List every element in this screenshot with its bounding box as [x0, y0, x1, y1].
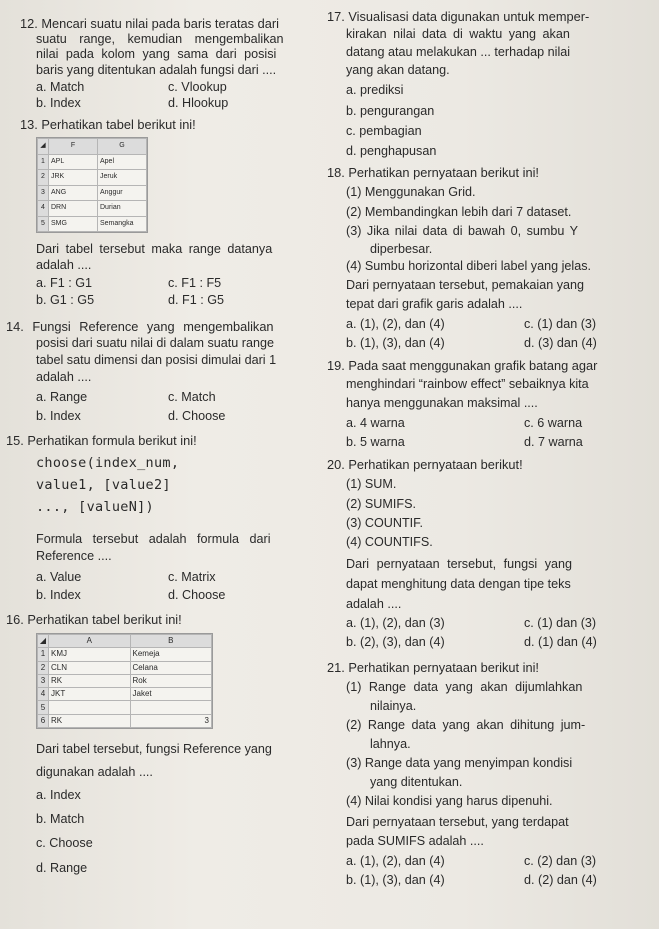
q19-line-2: menghindari “rainbow effect” sebaiknya kita: [346, 377, 589, 391]
q18-line-2: Dari pernyataan tersebut, pemakaian yang: [346, 278, 585, 292]
q18-option-c: c. (1) dan (3): [524, 317, 597, 331]
q12-option-b: b. Index: [36, 96, 81, 110]
q15-line-1: 15. Perhatikan formula berikut ini!: [6, 433, 197, 448]
q13-line-3: adalah ....: [36, 258, 92, 272]
q15-option-b: b. Index: [36, 588, 81, 602]
q18-item-1: (1) Menggunakan Grid.: [346, 185, 476, 199]
q19-line-1: 19. Pada saat menggunakan grafik batang agar: [327, 358, 598, 373]
q14-line-4: adalah ....: [36, 370, 92, 384]
q12-line-1: 12. Mencari suatu nilai pada baris teratas dari: [20, 16, 279, 31]
q13-option-b: b. G1 : G5: [36, 293, 95, 307]
q12-option-c: c. Vlookup: [168, 80, 227, 94]
q19-option-d: d. 7 warna: [524, 435, 583, 449]
q19-option-c: c. 6 warna: [524, 416, 583, 430]
q16-option-b: b. Match: [36, 812, 85, 826]
q17-option-a: a. prediksi: [346, 83, 404, 97]
q18-item-3-cont: diperbesar.: [370, 242, 433, 256]
q18-option-a: a. (1), (2), dan (4): [346, 317, 445, 331]
q16-option-a: a. Index: [36, 788, 81, 802]
q13-spreadsheet-table: ◢ F G 1 APL Apel 2 JRK Jeruk 3 ANG Anggur 4 DRN Durian 5 SMG Semangka: [36, 137, 148, 233]
q14-line-3: tabel satu dimensi dan posisi dimulai dari 1: [36, 353, 277, 367]
q20-item-2: (2) SUMIFS.: [346, 497, 416, 511]
q20-option-b: b. (2), (3), dan (4): [346, 635, 445, 649]
q21-item-2-cont: lahnya.: [370, 737, 411, 751]
q16-option-c: c. Choose: [36, 836, 93, 850]
q12-line-4: baris yang ditentukan adalah fungsi dari ....: [36, 63, 277, 77]
q21-option-b: b. (1), (3), dan (4): [346, 873, 445, 887]
q18-option-b: b. (1), (3), dan (4): [346, 336, 445, 350]
q17-option-b: b. pengurangan: [346, 104, 435, 118]
q18-line-1: 18. Perhatikan pernyataan berikut ini!: [327, 165, 539, 180]
q14-option-d: d. Choose: [168, 409, 226, 423]
q20-item-1: (1) SUM.: [346, 477, 397, 491]
q18-item-2: (2) Membandingkan lebih dari 7 dataset.: [346, 205, 572, 219]
q15-line-2: Formula tersebut adalah formula dari: [36, 532, 271, 546]
q21-line-2: Dari pernyataan tersebut, yang terdapat: [346, 815, 569, 829]
q13-line-1: 13. Perhatikan tabel berikut ini!: [20, 117, 196, 132]
q15-formula-line-1: choose(index_num,: [36, 455, 180, 471]
q21-item-2: (2) Range data yang akan dihitung jum-: [346, 718, 586, 732]
q20-item-4: (4) COUNTIFS.: [346, 535, 433, 549]
q20-line-1: 20. Perhatikan pernyataan berikut!: [327, 457, 523, 472]
q19-option-a: a. 4 warna: [346, 416, 405, 430]
q16-option-d: d. Range: [36, 861, 88, 875]
q17-line-1: 17. Visualisasi data digunakan untuk memper-: [327, 9, 590, 24]
q17-line-4: yang akan datang.: [346, 63, 450, 77]
q20-line-3: dapat menghitung data dengan tipe teks: [346, 577, 571, 591]
q14-option-b: b. Index: [36, 409, 81, 423]
q15-option-c: c. Matrix: [168, 570, 216, 584]
q21-item-4: (4) Nilai kondisi yang harus dipenuhi.: [346, 794, 553, 808]
q17-option-d: d. penghapusan: [346, 144, 437, 158]
q12-option-d: d. Hlookup: [168, 96, 229, 110]
q19-line-3: hanya menggunakan maksimal ....: [346, 396, 538, 410]
q14-line-2: posisi dari suatu nilai di dalam suatu range: [36, 336, 275, 350]
q20-option-c: c. (1) dan (3): [524, 616, 597, 630]
q18-item-4: (4) Sumbu horizontal diberi label yang jelas.: [346, 259, 592, 273]
q17-option-c: c. pembagian: [346, 124, 422, 138]
q12-line-3: nilai pada kolom yang sama dari posisi: [36, 47, 277, 61]
q21-item-1-cont: nilainya.: [370, 699, 417, 713]
q19-option-b: b. 5 warna: [346, 435, 405, 449]
q15-option-d: d. Choose: [168, 588, 226, 602]
q17-line-2: kirakan nilai data di waktu yang akan: [346, 27, 570, 41]
q15-formula-line-3: ..., [valueN]): [36, 499, 154, 515]
q13-option-a: a. F1 : G1: [36, 276, 92, 290]
q20-item-3: (3) COUNTIF.: [346, 516, 423, 530]
q20-line-2: Dari pernyataan tersebut, fungsi yang: [346, 557, 573, 571]
q14-option-c: c. Match: [168, 390, 216, 404]
q13-option-d: d. F1 : G5: [168, 293, 224, 307]
q21-item-3: (3) Range data yang menyimpan kondisi: [346, 756, 573, 770]
q21-option-d: d. (2) dan (4): [524, 873, 597, 887]
q18-line-3: tepat dari grafik garis adalah ....: [346, 297, 523, 311]
q21-option-c: c. (2) dan (3): [524, 854, 597, 868]
q15-line-3: Reference ....: [36, 549, 112, 563]
q21-line-3: pada SUMIFS adalah ....: [346, 834, 484, 848]
q12-line-2: suatu range, kemudian mengembalikan: [36, 32, 284, 46]
q20-option-a: a. (1), (2), dan (3): [346, 616, 445, 630]
q21-item-3-cont: yang ditentukan.: [370, 775, 463, 789]
q14-option-a: a. Range: [36, 390, 88, 404]
q13-line-2: Dari tabel tersebut maka range datanya: [36, 242, 273, 256]
q18-item-3: (3) Jika nilai data di bawah 0, sumbu Y: [346, 224, 579, 238]
q17-line-3: datang atau melakukan ... terhadap nilai: [346, 45, 571, 59]
q16-line-3: digunakan adalah ....: [36, 765, 153, 779]
q16-line-2: Dari tabel tersebut, fungsi Reference yang: [36, 742, 272, 756]
q20-option-d: d. (1) dan (4): [524, 635, 597, 649]
q15-option-a: a. Value: [36, 570, 82, 584]
q21-line-1: 21. Perhatikan pernyataan berikut ini!: [327, 660, 539, 675]
q15-formula-line-2: value1, [value2]: [36, 477, 171, 493]
q21-option-a: a. (1), (2), dan (4): [346, 854, 445, 868]
q20-line-4: adalah ....: [346, 597, 402, 611]
q16-spreadsheet-table: ◢ A B 1 KMJ Kemeja 2 CLN Celana 3 RK Rok 4 JKT Jaket 5 6 RK 3: [36, 633, 213, 729]
q14-line-1: 14. Fungsi Reference yang mengembalikan: [6, 319, 274, 334]
q13-option-c: c. F1 : F5: [168, 276, 222, 290]
q16-line-1: 16. Perhatikan tabel berikut ini!: [6, 612, 182, 627]
q12-option-a: a. Match: [36, 80, 85, 94]
q18-option-d: d. (3) dan (4): [524, 336, 597, 350]
q21-item-1: (1) Range data yang akan dijumlahkan: [346, 680, 583, 694]
